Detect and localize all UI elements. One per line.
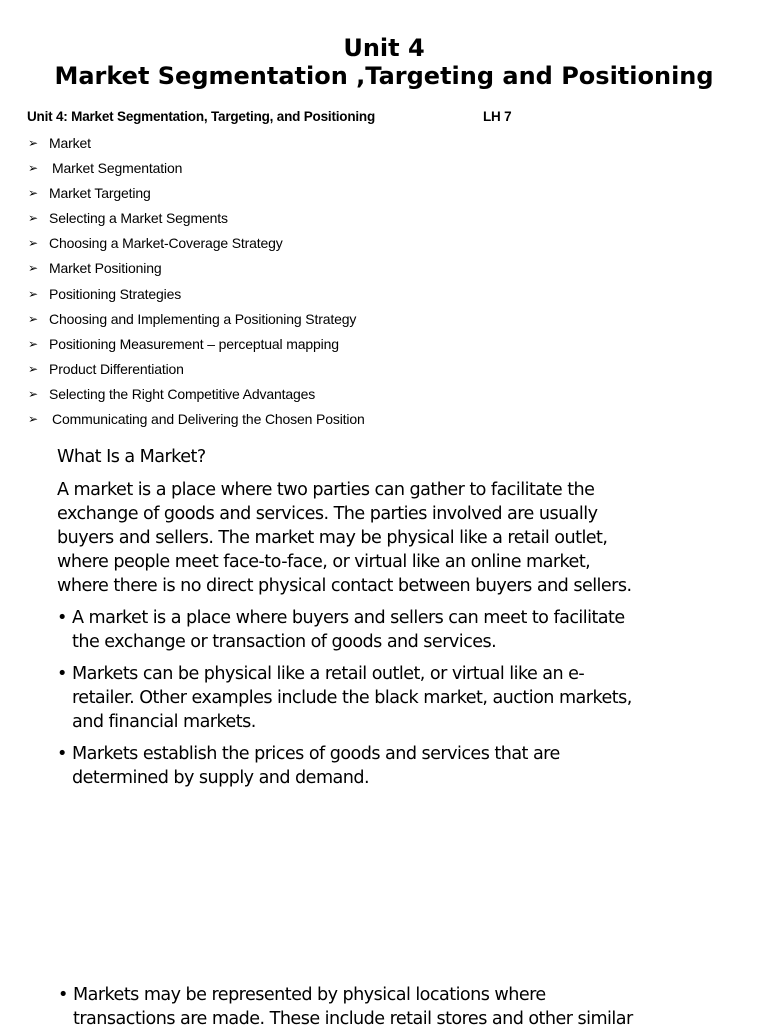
list-item: ➢ Selecting a Market Segments [28, 210, 228, 227]
list-item: ➢ Communicating and Delivering the Chosen Position [28, 411, 365, 428]
list-item: ➢ Positioning Strategies [28, 285, 182, 302]
list-item: ➢ Choosing a Market-Coverage Strategy [28, 235, 283, 252]
syllabus-header-title: Unit 4: Market Segmentation, Targeting, and Positioning [27, 109, 376, 124]
lecture-hours: LH 7 [483, 109, 512, 124]
list-item: • Markets can be physical like a retail outlet, or virtual like an e- retailer. Other examples include the black market, auction markets, and financial markets. [57, 664, 632, 732]
syllabus-topic-list [27, 133, 587, 434]
bullet-dot-icon: • [58, 985, 68, 1005]
page-title [0, 34, 768, 90]
arrow-bullet-icon: ➢ [28, 261, 38, 276]
arrow-bullet-icon: ➢ [28, 236, 38, 251]
bullet-dot-icon: • [57, 744, 67, 764]
arrow-bullet-icon: ➢ [28, 186, 38, 201]
list-item: ➢ Choosing and Implementing a Positioning Strategy [28, 310, 357, 327]
arrow-bullet-icon: ➢ [28, 336, 38, 351]
list-item: • Markets may be represented by physical locations where transactions are made. These include retail stores and other similar [58, 985, 633, 1029]
market-definition-text: A market is a place where two parties can gather to facilitate the exchange of goods and services. The parties involved are usually buyers and sellers. The market may be physical like a retail outlet, where people meet face-to-face, or virtual like an online market, where there is no direct physical contact between buyers and sellers. [57, 480, 632, 596]
list-item: ➢ Market Segmentation [28, 160, 183, 177]
arrow-bullet-icon: ➢ [28, 412, 38, 427]
syllabus-header [27, 109, 587, 129]
list-item: ➢ Selecting the Right Competitive Advantages [28, 385, 316, 402]
arrow-bullet-icon: ➢ [28, 386, 38, 401]
list-item: ➢ Market Targeting [28, 185, 151, 202]
market-question-heading: What Is a Market? [57, 447, 206, 467]
arrow-bullet-icon: ➢ [28, 161, 38, 176]
arrow-bullet-icon: ➢ [28, 136, 38, 150]
bullet-dot-icon: • [57, 664, 67, 684]
list-item: ➢ Market [28, 135, 91, 151]
arrow-bullet-icon: ➢ [28, 311, 38, 326]
arrow-bullet-icon: ➢ [28, 211, 38, 226]
list-item: ➢ Market Positioning [28, 260, 162, 277]
title-line-unit: Unit 4 [343, 34, 425, 62]
bullet-dot-icon: • [57, 608, 67, 628]
syllabus-section [27, 109, 587, 434]
title-line-topic: Market Segmentation ,Targeting and Positioning [54, 62, 714, 90]
list-item: ➢ Positioning Measurement – perceptual mapping [28, 335, 339, 352]
list-item: • Markets establish the prices of goods and services that are determined by supply and demand. [57, 744, 560, 788]
list-item: • A market is a place where buyers and sellers can meet to facilitate the exchange or transaction of goods and services. [57, 608, 625, 652]
market-definition-paragraph [57, 478, 717, 598]
arrow-bullet-icon: ➢ [28, 286, 38, 301]
arrow-bullet-icon: ➢ [28, 361, 38, 376]
list-item: ➢ Product Differentiation [28, 360, 184, 377]
market-bullet-list [57, 606, 717, 798]
